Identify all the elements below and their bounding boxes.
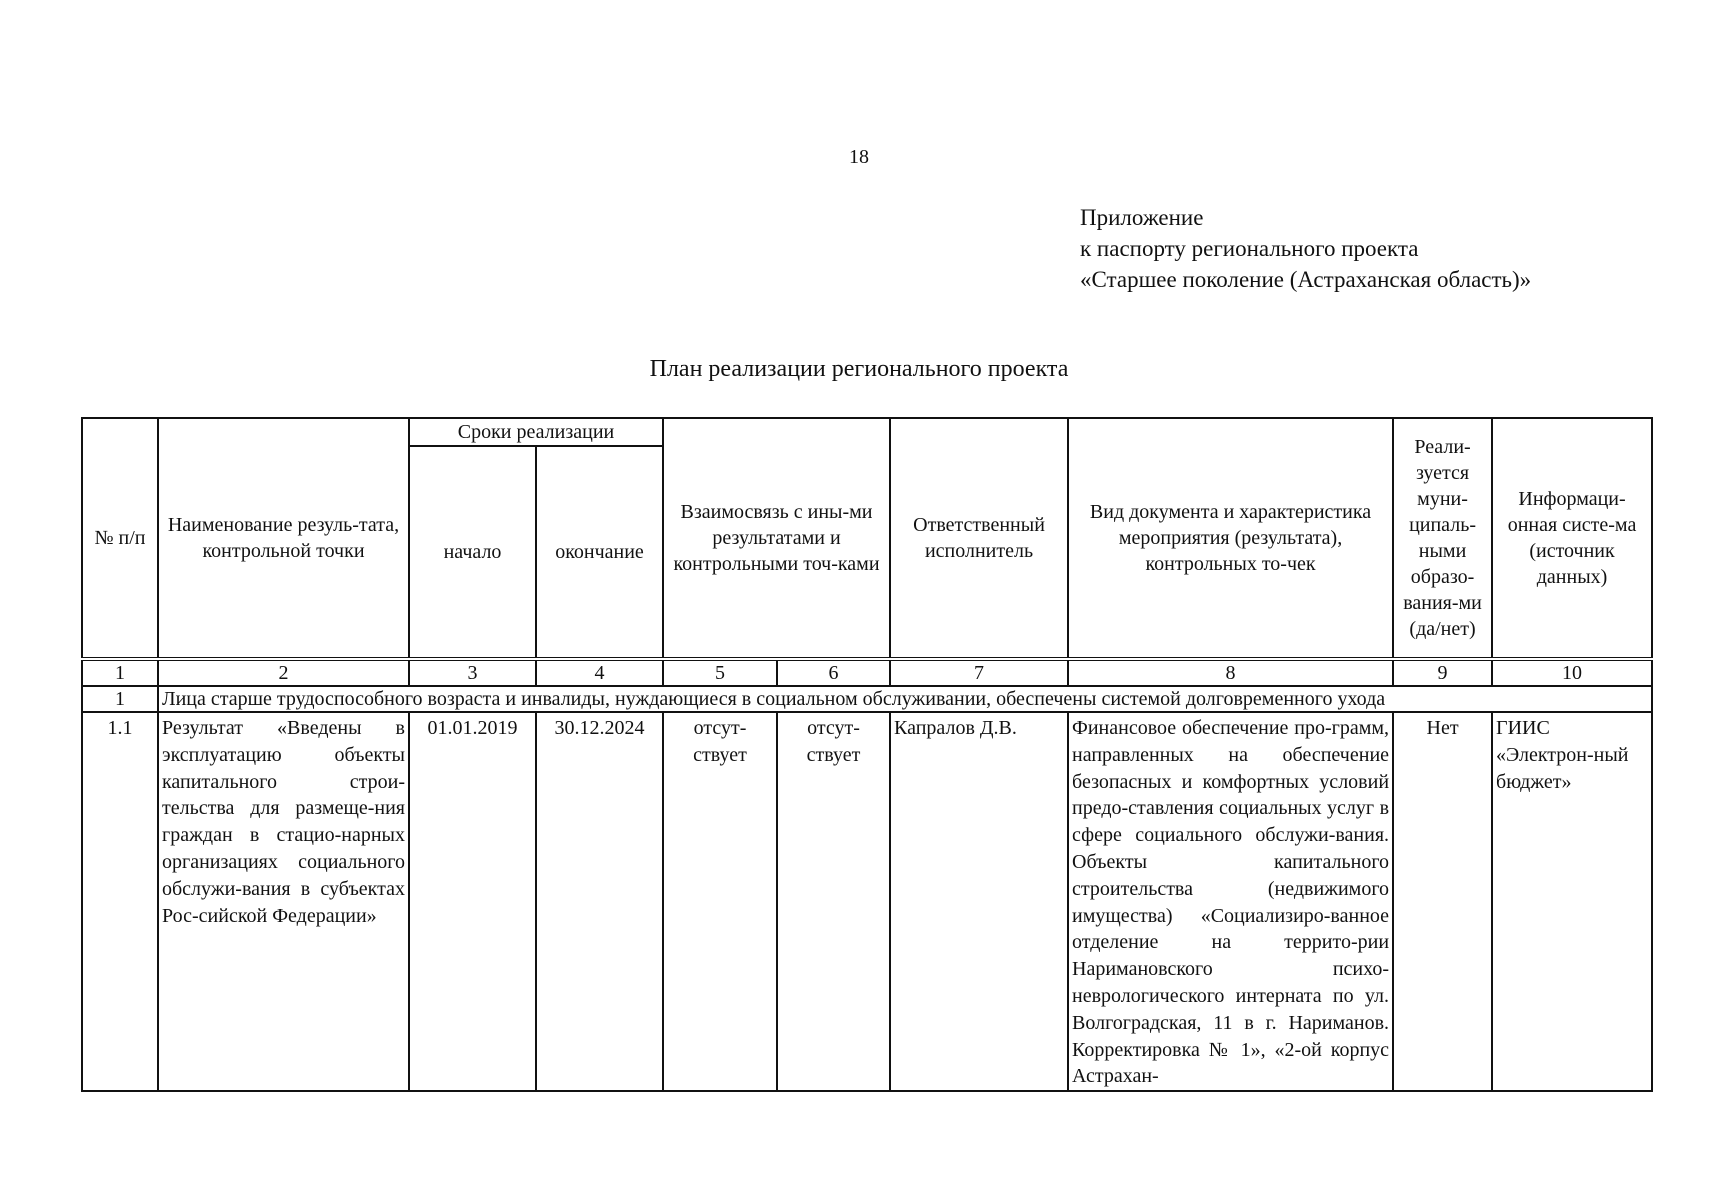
row-doc-type: Финансовое обеспечение про-грамм, направленных на обеспечение безопасных и комфортных условий предо-ставления социальных услуг в сфере социального обслужи-вания. Объекты капитального строительства (недвижимого имущества) «Социализиро-ванное отделение на террито-рии Наримановского психо-неврологического интерната по ул. Волгоградская, 11 в г. Нариманов. Корректировка № 1», «2-ой корпус Астрахан- xyxy=(1068,712,1393,1091)
row-info-system: ГИИС «Электрон-ный бюджет» xyxy=(1492,712,1652,1091)
header-relation: Взаимосвязь с ины-ми результатами и контрольными точ-ками xyxy=(663,418,890,659)
header-row xyxy=(82,418,1652,446)
header-info-system: Информаци-онная систе-ма (источник данных) xyxy=(1492,418,1652,659)
column-number-row xyxy=(82,659,1652,686)
plan-title: План реализации регионального проекта xyxy=(649,356,1069,382)
section-text: Лица старше трудоспособного возраста и инвалиды, нуждающиеся в социальном обслуживании, обеспечены системой долговременного ухода xyxy=(158,686,1652,712)
column-number: 1 xyxy=(82,659,158,686)
plan-table xyxy=(81,417,1653,1092)
header-end: окончание xyxy=(536,446,663,659)
column-number: 5 xyxy=(663,659,777,686)
row-name: Результат «Введены в эксплуатацию объекты капитального строи-тельства для размеще-ния граждан в стацио-нарных организациях социального обслужи-вания в субъектах Рос-сийской Федерации» xyxy=(158,712,409,1091)
row-start: 01.01.2019 xyxy=(409,712,536,1091)
section-num: 1 xyxy=(82,686,158,712)
column-number: 7 xyxy=(890,659,1068,686)
column-number: 4 xyxy=(536,659,663,686)
header-responsible: Ответственный исполнитель xyxy=(890,418,1068,659)
row-relation-2: отсут-ствует xyxy=(777,712,890,1091)
header-doc-type: Вид документа и характеристика мероприятия (результата), контрольных то-чек xyxy=(1068,418,1393,659)
page-number: 18 xyxy=(849,146,869,168)
header-start: начало xyxy=(409,446,536,659)
appendix-line-3: «Старшее поколение (Астраханская область)» xyxy=(1080,267,1532,292)
row-relation-1: отсут-ствует xyxy=(663,712,777,1091)
header-terms: Сроки реализации xyxy=(409,418,663,446)
row-end: 30.12.2024 xyxy=(536,712,663,1091)
column-number: 9 xyxy=(1393,659,1492,686)
column-number: 6 xyxy=(777,659,890,686)
appendix-line-2: к паспорту регионального проекта xyxy=(1080,236,1419,261)
column-number: 3 xyxy=(409,659,536,686)
header-num: № п/п xyxy=(82,418,158,659)
appendix-line-1: Приложение xyxy=(1080,205,1204,230)
table-row xyxy=(82,712,1652,1091)
row-num: 1.1 xyxy=(82,712,158,1091)
section-row xyxy=(82,686,1652,712)
column-number: 8 xyxy=(1068,659,1393,686)
column-number: 2 xyxy=(158,659,409,686)
header-name: Наименование резуль-тата, контрольной точки xyxy=(158,418,409,659)
header-municipal: Реали-зуется муни-ципаль-ными образо-вания-ми (да/нет) xyxy=(1393,418,1492,659)
column-number: 10 xyxy=(1492,659,1652,686)
row-responsible: Капралов Д.В. xyxy=(890,712,1068,1091)
row-municipal: Нет xyxy=(1393,712,1492,1091)
appendix-block xyxy=(1080,202,1531,295)
